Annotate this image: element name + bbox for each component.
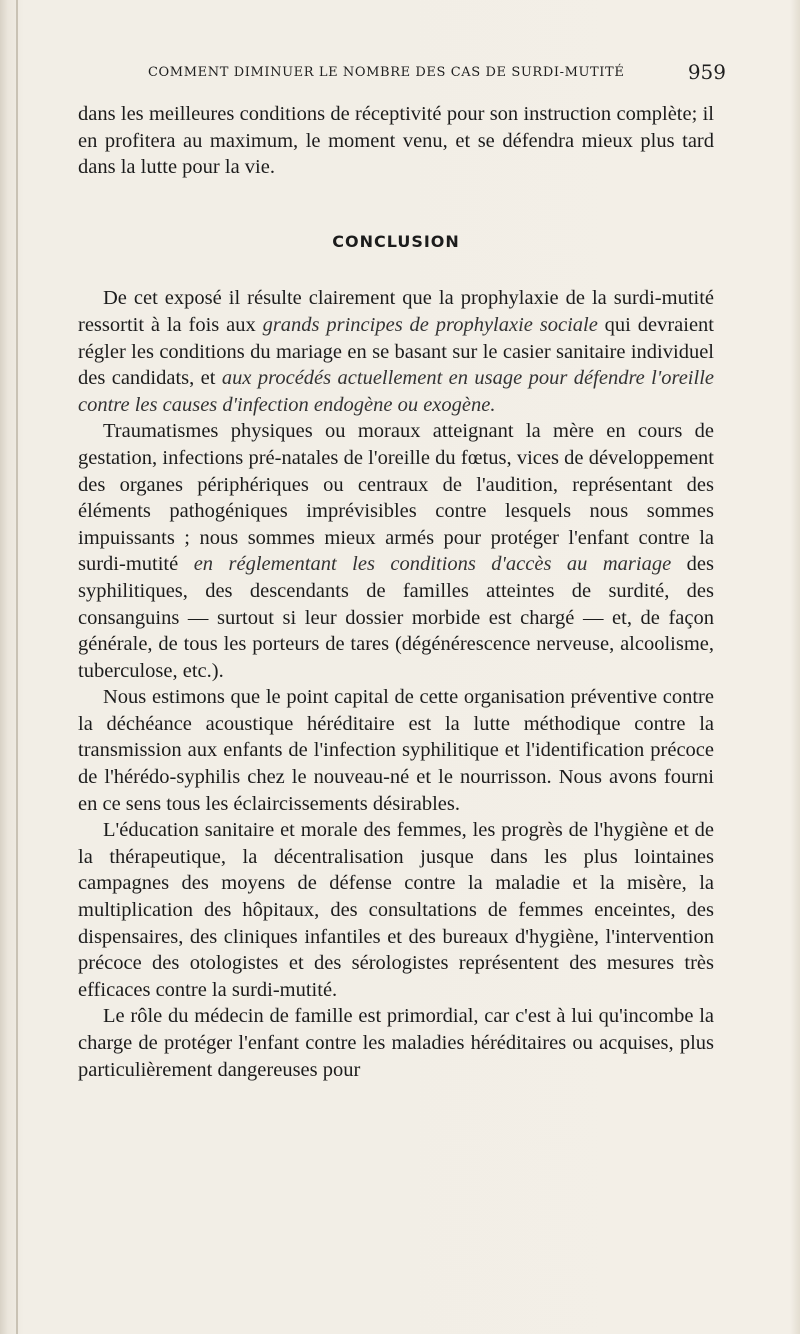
binding-edge	[16, 0, 18, 1334]
page-header	[110, 60, 726, 86]
running-title: COMMENT DIMINUER LE NOMBRE DES CAS DE SURDI-MUTITÉ	[148, 65, 625, 80]
paragraph-1-text-b: qui devraient régler les conditions du mariage en se basant sur le casier sanitaire individuel des candidats, et	[78, 313, 714, 390]
paragraph-3: Nous estimons que le point capital de cette organisation préventive contre la déchéance acoustique héréditaire est la lutte méthodique contre la transmission aux enfants de l'infection syphilitique et l'identification précoce de l'hérédo-syphilis chez le nouveau-né et le nourrisson. Nous avons fourni en ce sens tous les éclaircissements désirables.	[78, 686, 714, 815]
paragraph-2	[78, 418, 714, 684]
page-edge	[790, 0, 800, 1334]
paragraph-2-text-b: des syphilitiques, des descendants de familles atteintes de surdité, des consanguins — surtout si leur dossier morbide est chargé — et, de façon générale, de tous les porteurs de tares (dégénérescence nerveuse, alcoolisme, tuberculose, etc.).	[78, 553, 715, 682]
page-body	[78, 101, 714, 1083]
paragraph-4: L'éducation sanitaire et morale des femmes, les progrès de l'hygiène et de la thérapeutique, la décentralisation jusque dans les plus lointaines campagnes des moyens de défense contre la maladie et la misère, la multiplication des hôpitaux, des consultations de femmes enceintes, des dispensaires, des cliniques infantiles et des bureaux d'hygiène, l'intervention précoce des otologistes et des sérologistes représentent des mesures très efficaces contre la surdi-mutité.	[78, 819, 714, 1001]
page-number: 959	[687, 60, 726, 84]
paragraph-1-text-a: De cet exposé il résulte clairement que la prophylaxie de la surdi-mutité ressortit à la fois aux	[78, 287, 714, 336]
section-title: CONCLUSION	[332, 231, 460, 251]
paragraph-1	[78, 285, 714, 418]
paragraph-2-italic-a: en réglementant les conditions d'accès au mariage	[193, 553, 672, 576]
paragraph-5: Le rôle du médecin de famille est primordial, car c'est à lui qu'incombe la charge de protéger l'enfant contre les maladies héréditaires ou acquises, plus particulièrement dangereuses pour	[78, 1005, 714, 1081]
paragraph-1-italic-b: aux procédés actuellement en usage pour défendre l'oreille contre les causes d'infection endogène ou exogène.	[78, 367, 714, 416]
paragraph-2-text-a: Traumatismes physiques ou moraux atteignant la mère en cours de gestation, infections pré-natales de l'oreille du fœtus, vices de développement des organes périphériques ou centraux de l'audition, représentant des éléments pathogéniques imprévisibles contre lesquels nous sommes impuissants ; nous sommes mieux armés pour protéger l'enfant contre la surdi-mutité	[78, 420, 714, 576]
paragraph-1-italic-a: grands principes de prophylaxie sociale	[262, 313, 598, 336]
opening-paragraph: dans les meilleures conditions de réceptivité pour son instruction complète; il en profitera au maximum, le moment venu, et se défendra mieux plus tard dans la lutte pour la vie.	[78, 103, 714, 179]
